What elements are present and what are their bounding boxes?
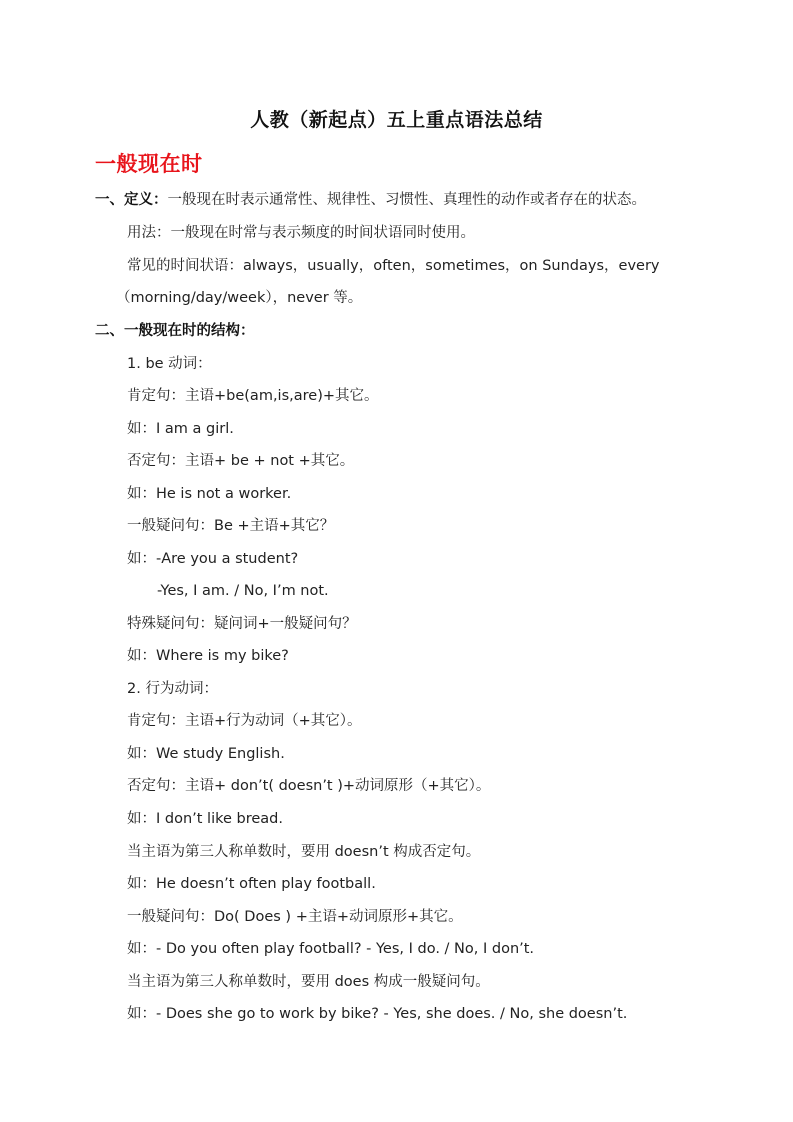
action-verb-heading: 2. 行为动词： [127, 681, 218, 697]
section-heading: 一般现在时 [95, 152, 203, 176]
action-affirmative-rule: 肯定句：主语+行为动词（+其它）。 [127, 713, 362, 729]
be-negative-rule: 否定句：主语+ be + not +其它。 [127, 453, 355, 469]
action-negative-example: 如：I don’t like bread. [127, 811, 283, 827]
definition-text: 一般现在时表示通常性、规律性、习惯性、真理性的动作或者存在的状态。 [167, 192, 646, 208]
be-affirmative-rule: 肯定句：主语+be(am,is,are)+其它。 [127, 388, 379, 404]
definition-label: 一、定义： [95, 192, 168, 208]
action-negative-rule: 否定句：主语+ don’t( doesn’t )+动词原形（+其它）。 [127, 778, 491, 794]
action-general-question-example: 如：- Do you often play football? - Yes, I do. / No, I don’t. [127, 941, 535, 957]
common-adverbials-line-1: 常见的时间状语：always，usually，often，sometimes，on Sundays，every [127, 258, 660, 274]
be-general-question-answer: -Yes, I am. / No, I’m not. [157, 583, 329, 599]
page-title: 人教（新起点）五上重点语法总结 [250, 109, 543, 131]
be-general-question-rule: 一般疑问句：Be +主语+其它？ [127, 518, 335, 534]
third-person-question-rule: 当主语为第三人称单数时，要用 does 构成一般疑问句。 [127, 974, 490, 990]
be-affirmative-example: 如：I am a girl. [127, 421, 234, 437]
usage-line: 用法：一般现在时常与表示频度的时间状语同时使用。 [127, 225, 475, 241]
action-general-question-rule: 一般疑问句：Do( Does ) +主语+动词原形+其它。 [127, 909, 463, 925]
definition-line [95, 190, 646, 210]
common-adverbials-line-2: （morning/day/week），never 等。 [116, 290, 363, 306]
be-general-question-example: 如：-Are you a student? [127, 551, 299, 567]
third-person-question-example: 如：- Does she go to work by bike? - Yes, she does. / No, she doesn’t. [127, 1006, 628, 1022]
third-person-negative-rule: 当主语为第三人称单数时，要用 doesn’t 构成否定句。 [127, 844, 481, 860]
be-negative-example: 如：He is not a worker. [127, 486, 292, 502]
third-person-negative-example: 如：He doesn’t often play football. [127, 876, 376, 892]
be-special-question-example: 如：Where is my bike? [127, 648, 289, 664]
be-verb-heading: 1. be 动词： [127, 356, 212, 372]
action-affirmative-example: 如：We study English. [127, 746, 285, 762]
structure-heading: 二、一般现在时的结构： [95, 323, 255, 339]
be-special-question-rule: 特殊疑问句：疑问词+一般疑问句？ [127, 616, 357, 632]
